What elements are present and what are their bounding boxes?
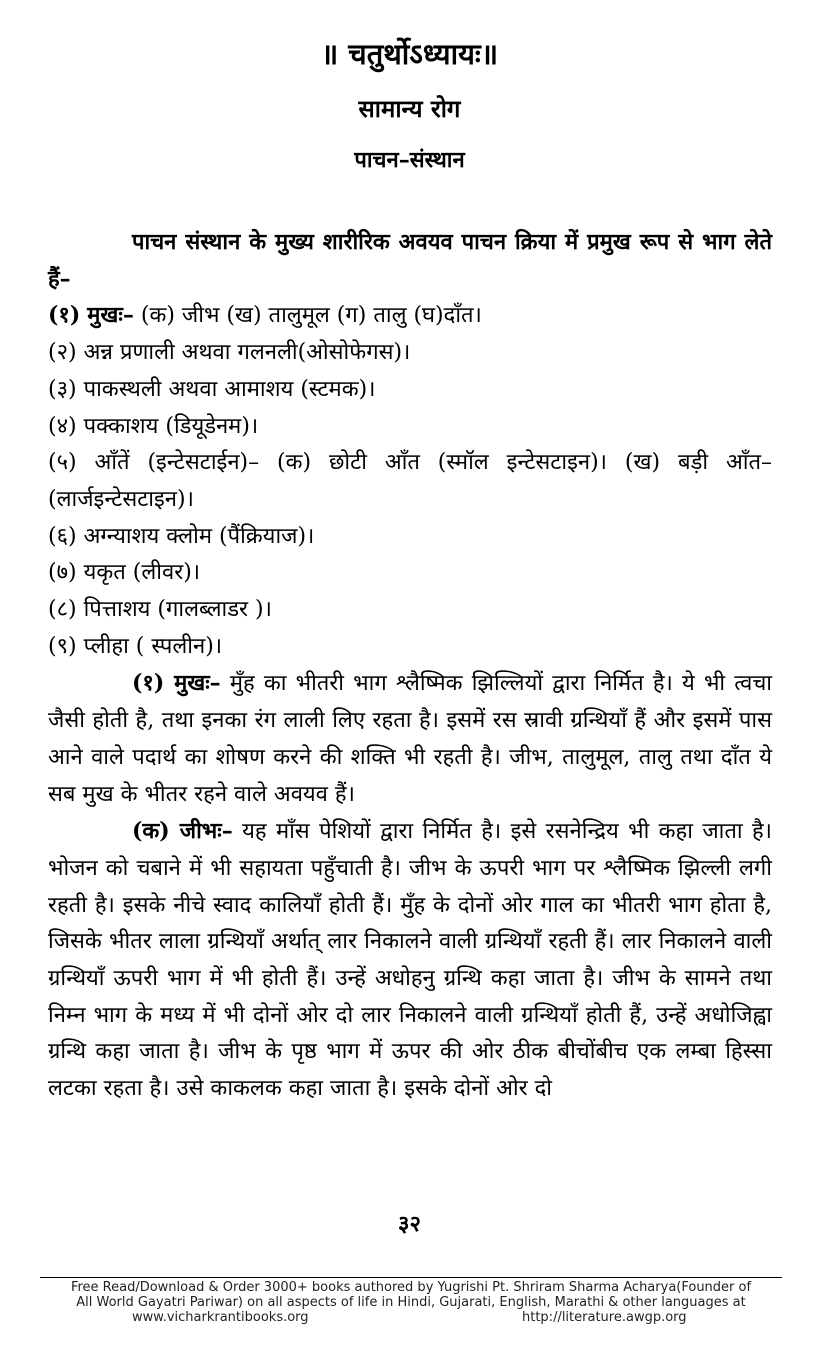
list-item — [48, 555, 772, 592]
list-item-text: पित्ताशय (गालब्लाडर )। — [76, 597, 272, 623]
section-title: पाचन–संस्थान — [354, 147, 465, 173]
list-item-text: अग्न्याशय क्लोम (पैंक्रियाज)। — [76, 523, 315, 549]
mukh-text: मुँह का भीतरी भाग श्लैष्मिक झिल्लियों द्वारा निर्मित है। ये भी त्वचा जैसी होती है, तथा इनका रंग लाली लिए रहता है। इसमें रस स्रावी ग्रन्थियाँ हैं और इसमें पास आने वाले पदार्थ का शोषण करने की शक्ति भी रहती है। जीभ, तालुमूल, तालु तथा दाँत ये सब मुख के भीतर रहने वाले अवयव हैं। — [48, 671, 773, 807]
list-item — [48, 372, 772, 409]
mukh-paragraph — [48, 665, 772, 813]
list-item-number: (८) — [48, 597, 77, 623]
list-item-number: (४) — [48, 413, 77, 439]
list-item — [48, 409, 772, 446]
footer-line-1: Free Read/Download & Order 3000+ books authored by Yugrishi Pt. Shriram Sharma Acharya(Founder of — [70, 1280, 752, 1295]
list-item — [48, 519, 772, 556]
list-item — [48, 629, 772, 666]
jeebh-text: यह माँस पेशियों द्वारा निर्मित है। इसे रसनेन्द्रिय भी कहा जाता है। भोजन को चबाने में भी सहायता पहुँचाती है। जीभ के ऊपरी भाग पर श्लैष्मिक झिल्ली लगी रहती है। इसके नीचे स्वाद कालियाँ होती हैं। मुँह के दोनों ओर गाल का भीतरी भाग होता है, जिसके भीतर लाला ग्रन्थियाँ अर्थात् लार निकालने वाली ग्रन्थियाँ रहती हैं। लार निकालने वाली ग्रन्थियाँ ऊपरी भाग में भी होती हैं। उन्हें अधोहनु ग्रन्थि कहा जाता है। जीभ के सामने तथा निम्न भाग के मध्य में भी दोनों ओर दो लार निकालने वाली ग्रन्थियाँ होती हैं, उन्हें अधोजिह्वा ग्रन्थि कहा जाता है। जीभ के पृष्ठ भाग में ऊपर की ओर ठीक बीचोंबीच एक लम्बा हिस्सा लटका रहता है। उसे काकलक कहा जाता है। इसके दोनों ओर दो — [48, 819, 772, 1102]
list-item-text: प्लीहा ( स्पलीन)। — [76, 633, 223, 659]
list-item-text: आँतें (इन्टेसटाईन)– (क) छोटी आँत (स्मॉल इन्टेसटाइन)। (ख) बड़ी आँत–(लार्जइन्टेसटाइन)। — [48, 450, 772, 512]
list-item-number: (७) — [48, 560, 77, 586]
jeebh-paragraph — [48, 813, 772, 1108]
list-item-number: (९) — [48, 633, 77, 659]
list-item-text: अन्न प्रणाली अथवा गलनली(ओसोफेगस)। — [76, 340, 411, 366]
footer-link-literature[interactable]: http://literature.awgp.org — [522, 1310, 687, 1325]
footer-line-2: All World Gayatri Pariwar) on all aspects of life in Hindi, Gujarati, English, Marathi & other languages at — [76, 1295, 746, 1310]
list-item-number: (३) — [48, 376, 77, 402]
chapter-title: ॥ चतुर्थोऽध्यायः॥ — [320, 37, 499, 71]
list-item-number: (२) — [48, 340, 77, 366]
list-item — [48, 297, 772, 335]
list-item-text: पक्काशय (डियूडेनम)। — [76, 413, 259, 439]
jeebh-lead: (क) जीभः– — [132, 818, 233, 845]
footer — [40, 1280, 782, 1326]
list-item-number: (१) — [48, 302, 81, 329]
list-item — [48, 445, 772, 518]
list-item-number: (५) — [48, 450, 77, 476]
chapter-subtitle: सामान्य रोग — [358, 94, 461, 123]
list-item-text: (क) जीभ (ख) तालुमूल (ग) तालु (घ)दाँत। — [133, 303, 482, 329]
list-item-lead: मुखः– — [87, 302, 134, 329]
intro-paragraph: पाचन संस्थान के मुख्य शारीरिक अवयव पाचन क्रिया में प्रमुख रूप से भाग लेते हैं– — [48, 229, 772, 292]
list-item-number: (६) — [48, 523, 77, 549]
body-text — [48, 224, 772, 1108]
footer-links — [40, 1310, 782, 1326]
footer-link-vicharkranti[interactable]: www.vicharkrantibooks.org — [132, 1310, 309, 1325]
list-item-text: यकृत (लीवर)। — [76, 560, 201, 586]
footer-divider — [40, 1277, 782, 1278]
list-item-text: पाकस्थली अथवा आमाशय (स्टमक)। — [76, 376, 376, 402]
list-item — [48, 335, 772, 372]
page-number: ३२ — [398, 1211, 421, 1237]
mukh-lead: (१) मुखः– — [132, 670, 221, 697]
list-item — [48, 592, 772, 629]
